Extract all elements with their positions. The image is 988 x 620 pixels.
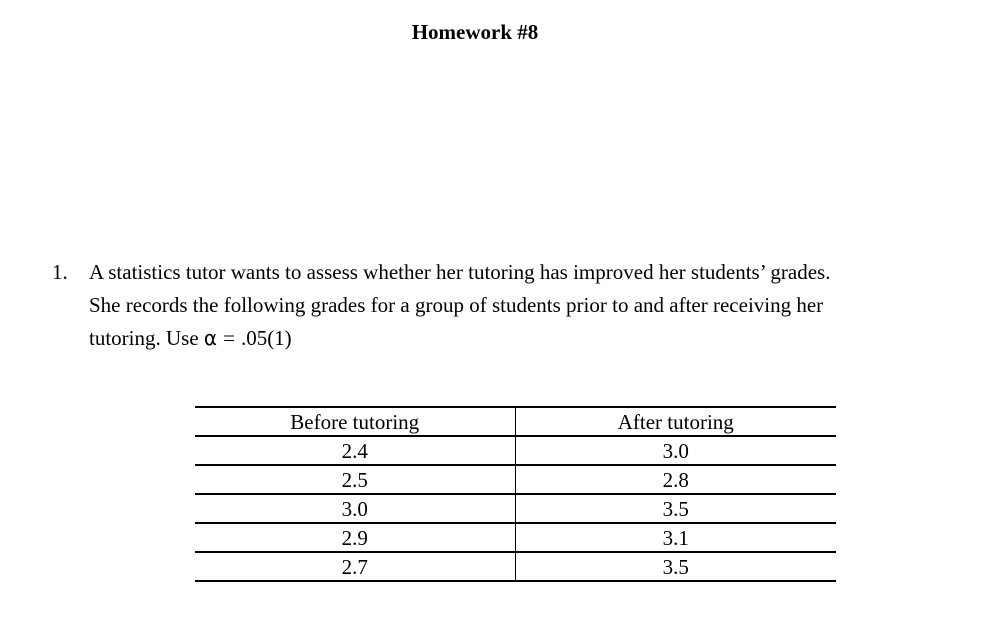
alpha-symbol: α xyxy=(203,326,218,350)
page-title: Homework #8 xyxy=(411,20,539,44)
cell-after: 3.5 xyxy=(515,552,836,581)
cell-before: 2.5 xyxy=(195,465,515,494)
table-row xyxy=(195,523,836,552)
table-row xyxy=(195,465,836,494)
cell-after: 3.0 xyxy=(515,436,836,465)
grades-table xyxy=(195,406,836,582)
question-line-1: A statistics tutor wants to assess whether her tutoring has improved her students’ grades. xyxy=(89,260,831,284)
equals-sign: = xyxy=(223,326,235,350)
table-row xyxy=(195,436,836,465)
alpha-value: .05(1) xyxy=(240,326,292,350)
table-row xyxy=(195,494,836,523)
question-number: 1. xyxy=(52,260,68,284)
cell-after: 3.1 xyxy=(515,523,836,552)
table-row xyxy=(195,552,836,581)
question-line-3-prefix: tutoring. Use xyxy=(89,326,199,350)
header-after-tutoring: After tutoring xyxy=(515,407,836,436)
cell-after: 2.8 xyxy=(515,465,836,494)
question-line-3 xyxy=(89,322,959,355)
cell-before: 2.9 xyxy=(195,523,515,552)
header-before-tutoring: Before tutoring xyxy=(195,407,515,436)
cell-before: 2.4 xyxy=(195,436,515,465)
question-line-2: She records the following grades for a group of students prior to and after receiving her xyxy=(89,293,824,317)
cell-after: 3.5 xyxy=(515,494,836,523)
cell-before: 3.0 xyxy=(195,494,515,523)
table-header-row xyxy=(195,407,836,436)
cell-before: 2.7 xyxy=(195,552,515,581)
question-text xyxy=(89,256,959,355)
